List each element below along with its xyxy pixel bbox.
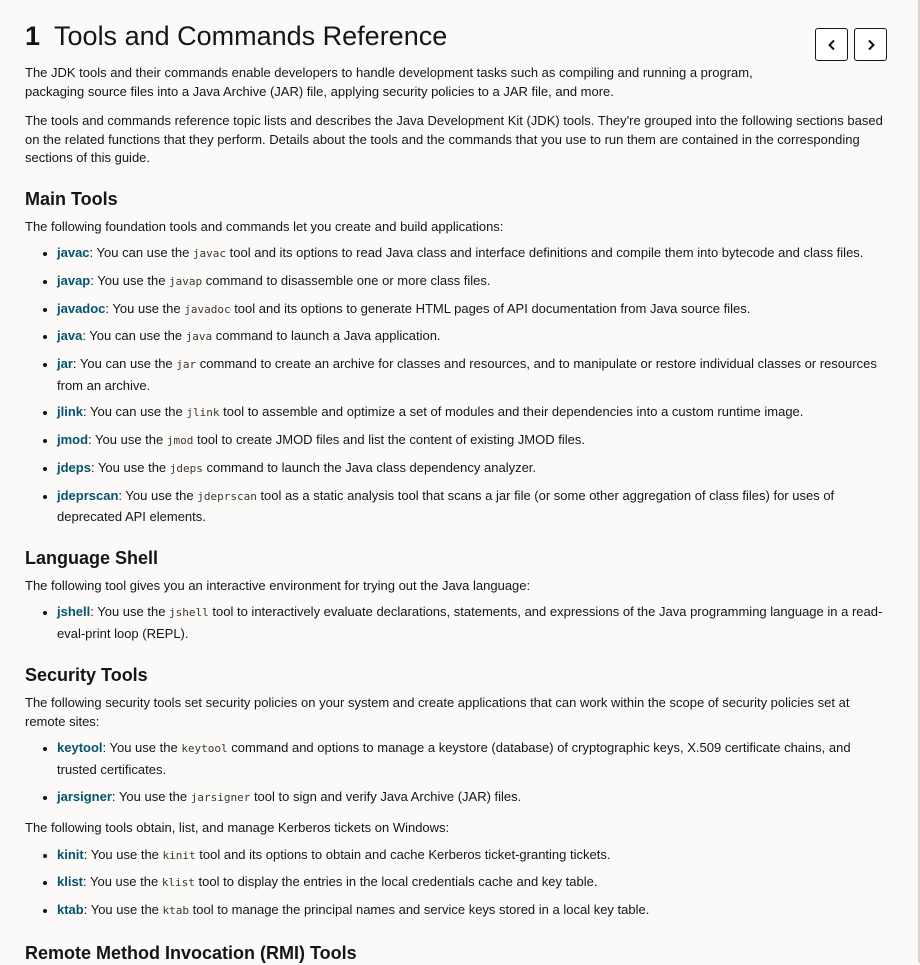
tool-list-item-kinit [25,845,887,867]
tool-description-prefix: : You use the [83,902,163,918]
tool-description: tool to manage the principal names and service keys stored in a local key table. [189,902,650,918]
tool-description-prefix: : You use the [90,604,170,620]
document-content [25,18,887,965]
tool-list-item-jar [25,354,887,396]
tool-link-keytool[interactable]: keytool [57,740,103,756]
tool-list-item-keytool [25,738,887,780]
tool-command-code: jarsigner [190,790,251,804]
tool-link-ktab[interactable]: ktab [57,902,84,918]
tool-link-jar[interactable]: jar [57,356,73,372]
tool-description-prefix: : You use the [111,788,191,804]
tool-command-code: ktab [162,904,190,918]
tool-link-kinit[interactable]: kinit [57,846,84,862]
next-page-button[interactable] [854,28,887,61]
tool-description: command to launch the Java class dependency analyzer. [202,460,537,476]
tool-description-prefix: : You use the [83,846,163,862]
tool-description: tool to create JMOD files and list the content of existing JMOD files. [193,432,585,448]
chevron-left-icon [826,39,838,51]
tool-command-code: javap [169,274,203,288]
tool-description-prefix: : You use the [83,874,162,890]
tool-list-item-javap [25,271,887,293]
tool-description: tool and its options to obtain and cache Kerberos ticket-granting tickets. [195,846,611,862]
tool-link-javadoc[interactable]: javadoc [57,300,106,316]
tool-description-prefix: : You use the [90,460,170,476]
tool-description-prefix: : You can use the [82,328,186,344]
tool-list-item-java [25,326,887,348]
tool-link-java[interactable]: java [57,328,83,344]
tool-command-code: jdeps [169,462,203,476]
tool-list-item-javac [25,243,887,265]
tool-list-item-jlink [25,402,887,424]
section-heading-security-tools: Security Tools [25,665,148,686]
tool-command-code: klist [161,876,195,890]
tool-description-prefix: : You can use the [72,356,177,372]
tool-link-klist[interactable]: klist [57,874,84,890]
tool-list-item-jshell [25,602,887,644]
language-shell-list [25,602,887,644]
tool-list-item-jmod [25,430,887,452]
tool-description: tool and its options to generate HTML pages of API documentation from Java source files. [230,300,751,316]
tool-description: tool and its options to read Java class and interface definitions and compile them into bytecode and class files. [226,245,864,260]
tool-description: tool as a static analysis tool that scans a jar file (or some other aggregation of class files) for uses of deprecated API elements. [57,487,835,525]
tool-description-prefix: : You can use the [89,245,193,260]
tool-command-code: keytool [181,742,228,756]
section-heading-language-shell: Language Shell [25,547,159,568]
previous-page-button[interactable] [815,28,848,61]
tool-description-prefix: : You use the [105,300,185,316]
tool-link-jlink[interactable]: jlink [57,404,84,420]
tool-list-item-javadoc [25,299,887,321]
intro-paragraph-2: The tools and commands reference topic lists and describes the Java Development Kit (JDK) tools. They're grouped into the following sections based on the related functions that they perform. Details about the tools and the commands that you use to run them are contained in the corresponding sections of this guide. [25,113,883,165]
tool-link-jarsigner[interactable]: jarsigner [57,788,112,804]
tool-link-jmod[interactable]: jmod [57,432,89,448]
section-heading-main-tools: Main Tools [25,188,118,209]
tool-command-code: java [185,330,213,344]
intro-paragraph-1: The JDK tools and their commands enable developers to handle development tasks such as compiling and running a program, packaging source files into a Java Archive (JAR) file, applying security policies to a JAR file, and more. [25,65,753,99]
main-tools-lead: The following foundation tools and commands let you create and build applications: [25,218,504,234]
kerberos-tools-lead: The following tools obtain, list, and manage Kerberos tickets on Windows: [25,820,450,836]
tool-description-prefix: : You use the [90,272,170,288]
tool-link-jshell[interactable]: jshell [57,604,91,620]
tool-list-item-klist [25,872,887,894]
tool-list-item-ktab [25,900,887,922]
tool-list-item-jdeprscan [25,486,887,528]
tool-command-code: javadoc [184,302,231,316]
security-tools-lead: The following security tools set security policies on your system and create applications that can work within the scope of security policies set at remote sites: [25,695,850,729]
chevron-right-icon [865,39,877,51]
tool-description: command to create an archive for classes and resources, and to manipulate or restore individual classes or resources from an archive. [57,356,877,393]
tool-description: tool to display the entries in the local credentials cache and key table. [194,874,598,890]
tool-link-javac[interactable]: javac [57,245,90,260]
page-navigation [815,28,887,61]
chapter-title: Tools and Commands Reference [54,21,448,51]
tool-link-javap[interactable]: javap [57,272,91,288]
page-title [25,18,887,54]
tool-command-code: jmod [166,434,194,448]
chapter-number: 1 [25,21,41,51]
language-shell-lead: The following tool gives you an interactive environment for trying out the Java language: [25,577,531,593]
kerberos-tools-list [25,845,887,922]
tool-link-jdeprscan[interactable]: jdeprscan [57,487,119,503]
tool-description: command to disassemble one or more class files. [202,272,491,288]
tool-list-item-jdeps [25,458,887,480]
tool-description: command to launch a Java application. [212,328,441,344]
tool-command-code: jshell [169,606,209,620]
tool-description-prefix: : You can use the [83,404,187,420]
tool-description-prefix: : You use the [102,740,182,756]
main-tools-list [25,243,887,528]
tool-command-code: jdeprscan [197,489,257,503]
tool-description-prefix: : You use the [118,487,198,503]
tool-link-jdeps[interactable]: jdeps [57,460,91,476]
security-tools-list [25,738,887,808]
tool-description: tool to interactively evaluate declarations, statements, and expressions of the Java programming language in a read-eval-print loop (REPL). [57,604,883,641]
tool-command-code: jar [176,358,197,372]
tool-description: tool to assemble and optimize a set of modules and their dependencies into a custom runtime image. [219,404,804,420]
tool-description-prefix: : You use the [88,432,167,448]
tool-list-item-jarsigner [25,787,887,809]
section-heading-rmi-tools: Remote Method Invocation (RMI) Tools [25,942,357,963]
tool-description: command and options to manage a keystore (database) of cryptographic keys, X.509 certificate chains, and trusted certificates. [57,740,851,777]
tool-command-code: kinit [162,848,196,862]
tool-command-code: jlink [186,406,220,420]
tool-command-code: javac [192,247,227,260]
tool-description: tool to sign and verify Java Archive (JAR) files. [250,788,522,804]
